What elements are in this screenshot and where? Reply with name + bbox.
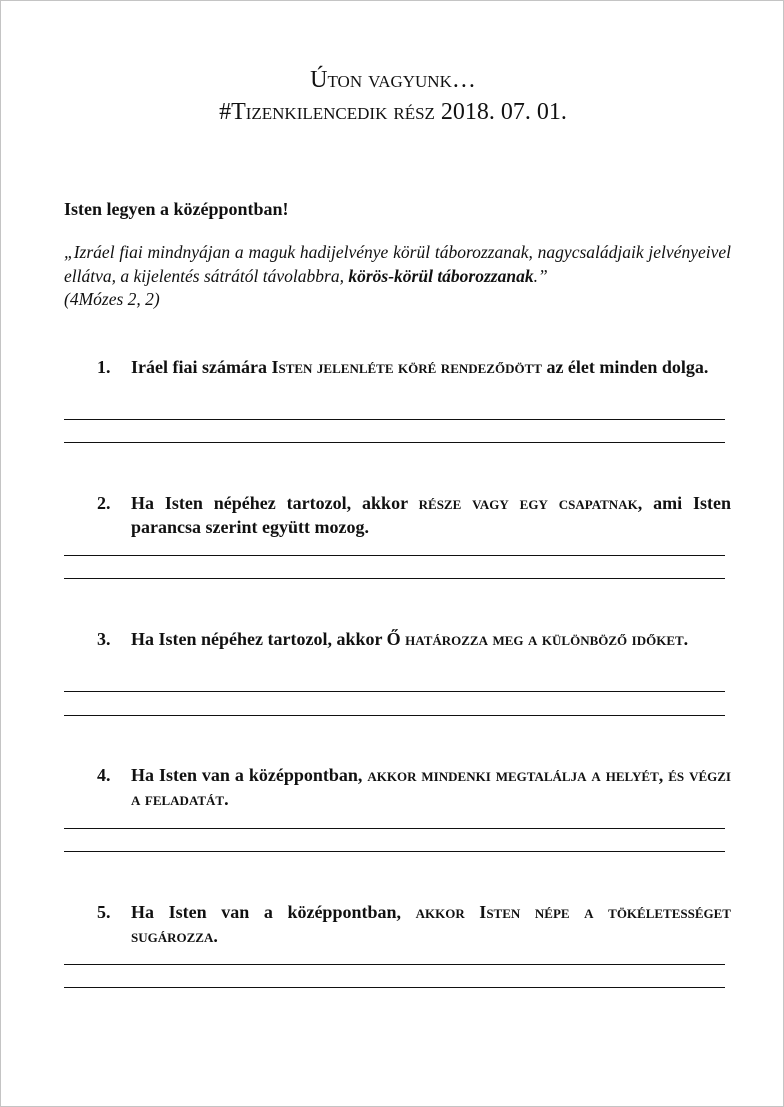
item-tail: . <box>224 789 229 809</box>
item-smallcaps: , akkor Isten népe a tökéletességet sugározza <box>131 902 731 946</box>
item-number: 2. <box>97 493 111 513</box>
answer-line[interactable] <box>64 987 725 988</box>
quote-closing: .” <box>533 265 548 286</box>
answer-line[interactable] <box>64 691 725 692</box>
answer-line[interactable] <box>64 851 725 852</box>
quote-text: „Izráel fiai mindnyájan a maguk hadijelvénye körül táborozzanak, nagycsaládjaik jelvényeivel ellátva, a kijelentés sátrától távolabbra, <box>64 242 731 286</box>
answer-line[interactable] <box>64 419 725 420</box>
document-subtitle: #Tizenkilencedik rész 2018. 07. 01. <box>219 99 567 125</box>
item-tail: , ami Isten parancsa szerint együtt mozog. <box>131 493 731 537</box>
item-text <box>131 900 731 948</box>
section-heading: Isten legyen a középpontban! <box>64 199 289 219</box>
answer-line[interactable] <box>64 442 725 443</box>
item-text <box>131 491 731 539</box>
item-lead: Ha Isten népéhez tartozol, akkor <box>131 629 387 649</box>
item-lead: Iráel fiai számára <box>131 357 272 377</box>
answer-line[interactable] <box>64 555 725 556</box>
item-smallcaps: Isten jelenléte köré rendeződött <box>271 357 542 377</box>
item-smallcaps: része vagy egy csapatnak <box>418 493 638 513</box>
item-tail: . <box>683 629 689 649</box>
item-number: 3. <box>97 629 111 649</box>
quote-reference: (4Mózes 2, 2) <box>64 289 160 309</box>
answer-line[interactable] <box>64 578 725 579</box>
item-smallcaps: Ő határozza meg a különböző időket <box>386 629 684 649</box>
item-number: 4. <box>97 765 111 785</box>
item-tail: . <box>213 926 218 946</box>
item-text <box>131 355 731 379</box>
item-text <box>131 763 731 811</box>
item-tail: az élet minden dolga. <box>541 357 709 377</box>
answer-line[interactable] <box>64 964 725 965</box>
item-text <box>131 627 731 651</box>
scripture-quote <box>64 241 731 312</box>
item-number: 5. <box>97 902 111 922</box>
answer-line[interactable] <box>64 715 725 716</box>
answer-line[interactable] <box>64 828 725 829</box>
item-smallcaps: , akkor mindenki megtalálja a helyét, és végzi a feladatát <box>131 765 731 809</box>
document-title: Úton vagyunk… <box>310 67 476 93</box>
quote-emphasis: körös-körül táborozzanak <box>348 265 534 286</box>
item-lead: Ha Isten van a középpontban <box>131 765 358 785</box>
item-lead: Ha Isten van a középpontban <box>131 902 397 922</box>
item-lead: Ha Isten népéhez tartozol, akkor <box>131 493 419 513</box>
item-number: 1. <box>97 357 111 377</box>
